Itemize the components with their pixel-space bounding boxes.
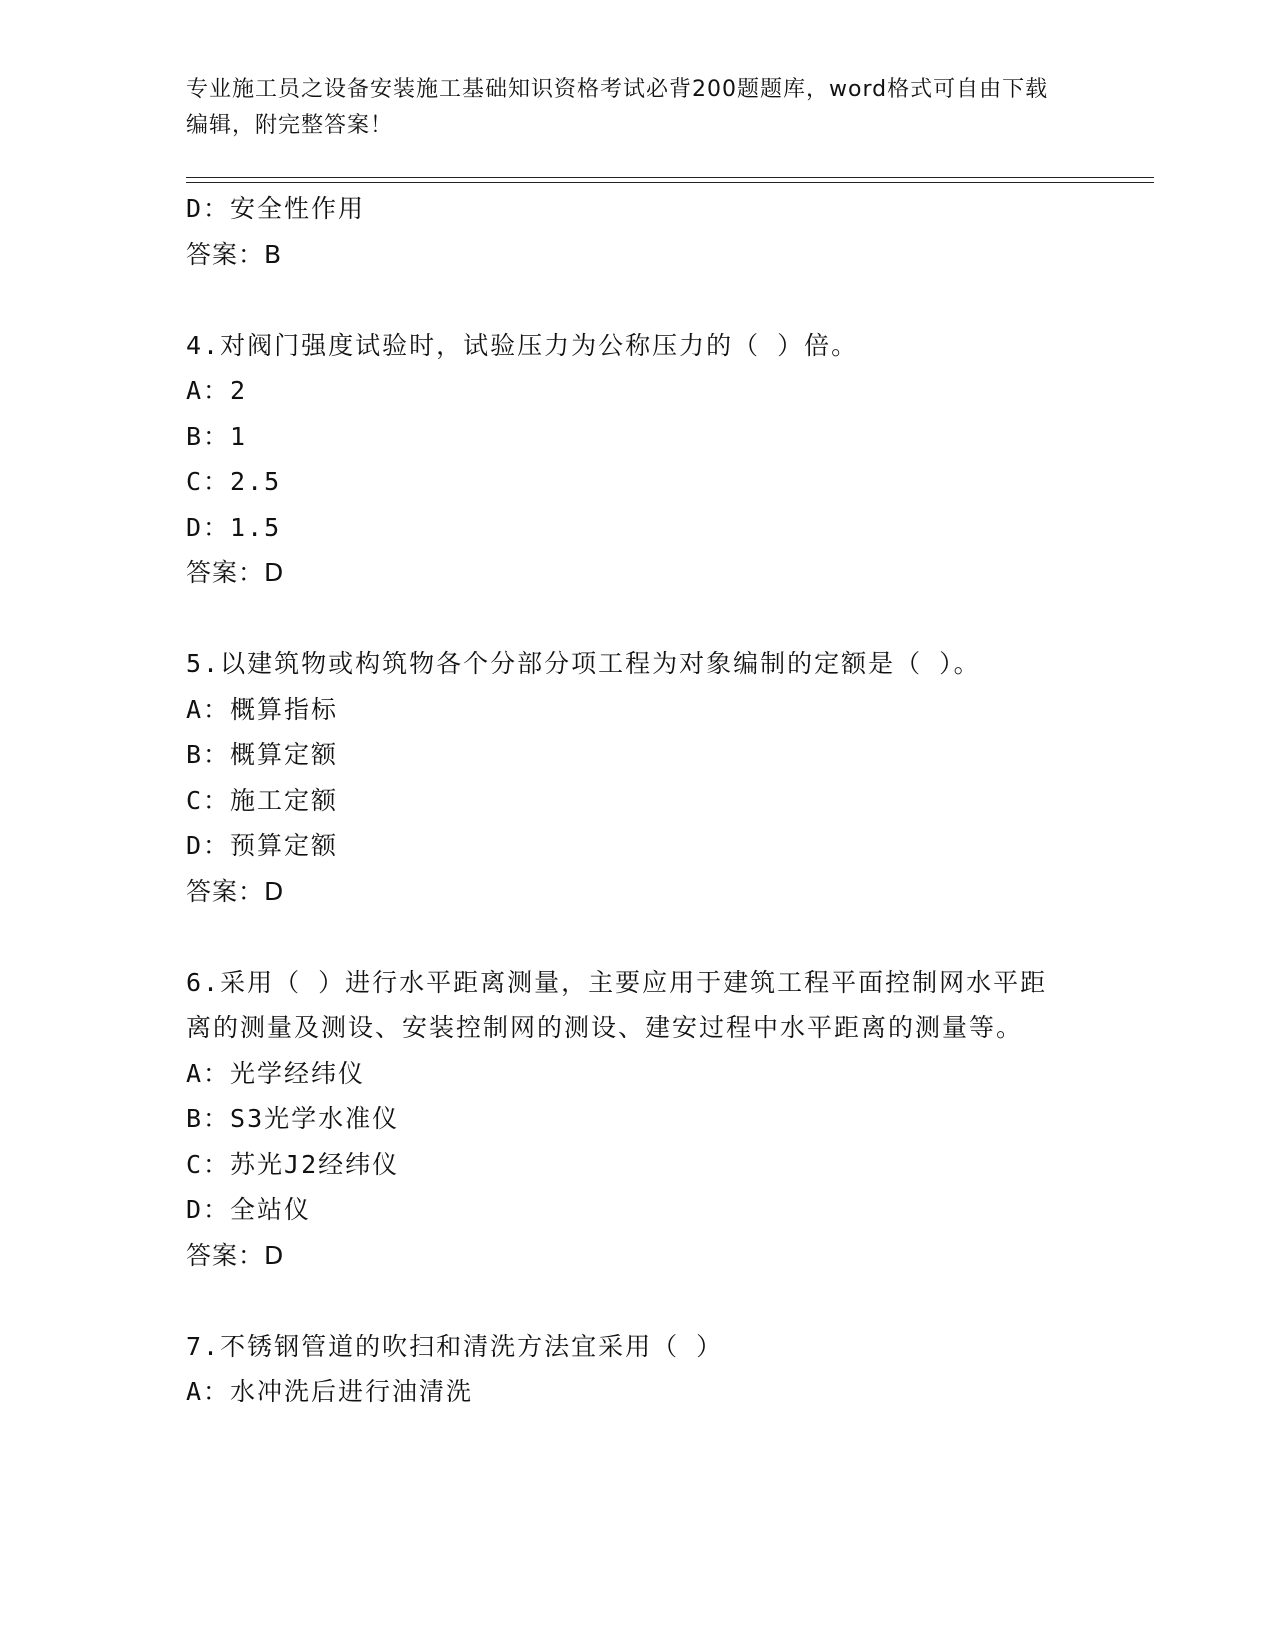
option-a: A：概算指标 — [186, 694, 339, 724]
spacer — [186, 914, 1066, 960]
answer-line: 答案：D — [186, 558, 285, 587]
header-divider-bottom — [186, 182, 1154, 183]
question-text: 6.采用（ ）进行水平距离测量，主要应用于建筑工程平面控制网水平距离的测量及测设、安装控制网的测设、建安过程中水平距离的测量等。 — [186, 967, 1048, 1042]
option-a: A：2 — [186, 376, 248, 405]
option-d: D：全站仪 — [186, 1195, 312, 1224]
option-b: B：S3光学水准仪 — [186, 1104, 400, 1133]
option-d: D：安全性作用 — [186, 194, 366, 223]
option-a: A：水冲洗后进行油清洗 — [186, 1377, 474, 1406]
option-b: B：1 — [186, 421, 248, 451]
question-block-6 — [186, 960, 1066, 1279]
answer-line: 答案：D — [186, 1240, 285, 1270]
option-c: C：苏光J2经纬仪 — [186, 1149, 400, 1179]
question-block-7 — [186, 1324, 1066, 1415]
question-block-prev — [186, 186, 1066, 277]
document-header: 专业施工员之设备安装施工基础知识资格考试必背200题题库，word格式可自由下载编辑，附完整答案！ — [186, 77, 1049, 138]
spacer — [186, 1278, 1066, 1324]
option-a: A：光学经纬仪 — [186, 1058, 366, 1088]
answer-line: 答案：D — [186, 876, 285, 906]
question-block-5 — [186, 641, 1066, 914]
question-list — [186, 186, 1066, 1415]
option-d: D：预算定额 — [186, 831, 339, 860]
option-b: B：概算定额 — [186, 740, 339, 769]
option-c: C：2.5 — [186, 467, 282, 496]
header-divider-top — [186, 177, 1154, 178]
answer-line: 答案：B — [186, 239, 283, 269]
question-text: 5.以建筑物或构筑物各个分部分项工程为对象编制的定额是（ ）。 — [186, 649, 981, 678]
option-d: D：1.5 — [186, 512, 282, 542]
spacer — [186, 277, 1066, 323]
option-c: C：施工定额 — [186, 785, 339, 815]
question-block-4 — [186, 323, 1066, 596]
question-text: 7.不锈钢管道的吹扫和清洗方法宜采用（ ） — [186, 1331, 724, 1361]
spacer — [186, 596, 1066, 642]
question-text: 4.对阀门强度试验时，试验压力为公称压力的（ ）倍。 — [186, 330, 859, 360]
